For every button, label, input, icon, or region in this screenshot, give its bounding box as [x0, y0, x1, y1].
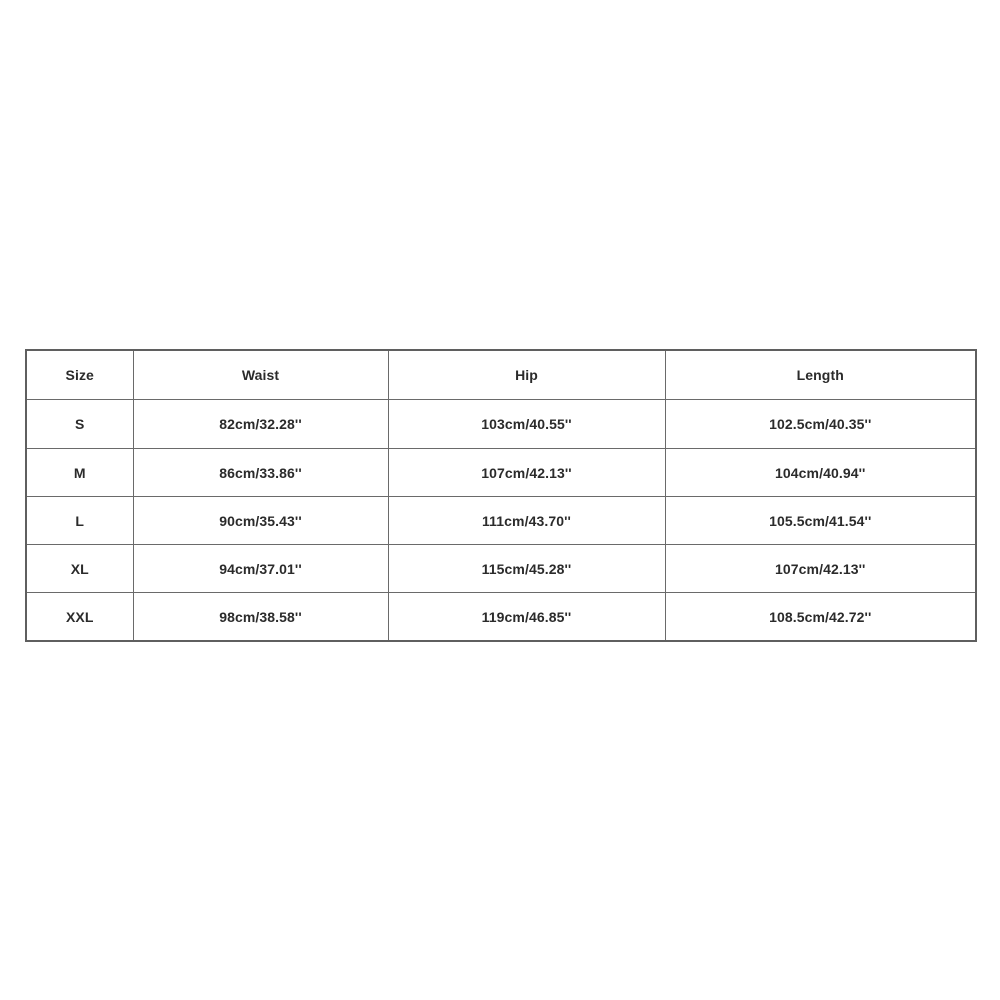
- cell-waist: 90cm/35.43'': [133, 497, 388, 545]
- table-header-row: [26, 350, 976, 400]
- table-row: [26, 593, 976, 642]
- size-chart-table: [25, 349, 977, 642]
- cell-size: XL: [26, 545, 133, 593]
- cell-hip: 107cm/42.13'': [388, 449, 665, 497]
- cell-waist: 82cm/32.28'': [133, 400, 388, 449]
- cell-size: XXL: [26, 593, 133, 642]
- cell-size: S: [26, 400, 133, 449]
- cell-length: 104cm/40.94'': [665, 449, 976, 497]
- table-row: [26, 400, 976, 449]
- cell-waist: 98cm/38.58'': [133, 593, 388, 642]
- cell-waist: 86cm/33.86'': [133, 449, 388, 497]
- cell-hip: 111cm/43.70'': [388, 497, 665, 545]
- header-length: Length: [665, 350, 976, 400]
- cell-waist: 94cm/37.01'': [133, 545, 388, 593]
- cell-length: 108.5cm/42.72'': [665, 593, 976, 642]
- cell-size: L: [26, 497, 133, 545]
- table-row: [26, 497, 976, 545]
- header-hip: Hip: [388, 350, 665, 400]
- cell-length: 107cm/42.13'': [665, 545, 976, 593]
- cell-hip: 119cm/46.85'': [388, 593, 665, 642]
- header-waist: Waist: [133, 350, 388, 400]
- cell-length: 105.5cm/41.54'': [665, 497, 976, 545]
- header-size: Size: [26, 350, 133, 400]
- cell-hip: 115cm/45.28'': [388, 545, 665, 593]
- table-row: [26, 545, 976, 593]
- cell-length: 102.5cm/40.35'': [665, 400, 976, 449]
- table-row: [26, 449, 976, 497]
- cell-size: M: [26, 449, 133, 497]
- cell-hip: 103cm/40.55'': [388, 400, 665, 449]
